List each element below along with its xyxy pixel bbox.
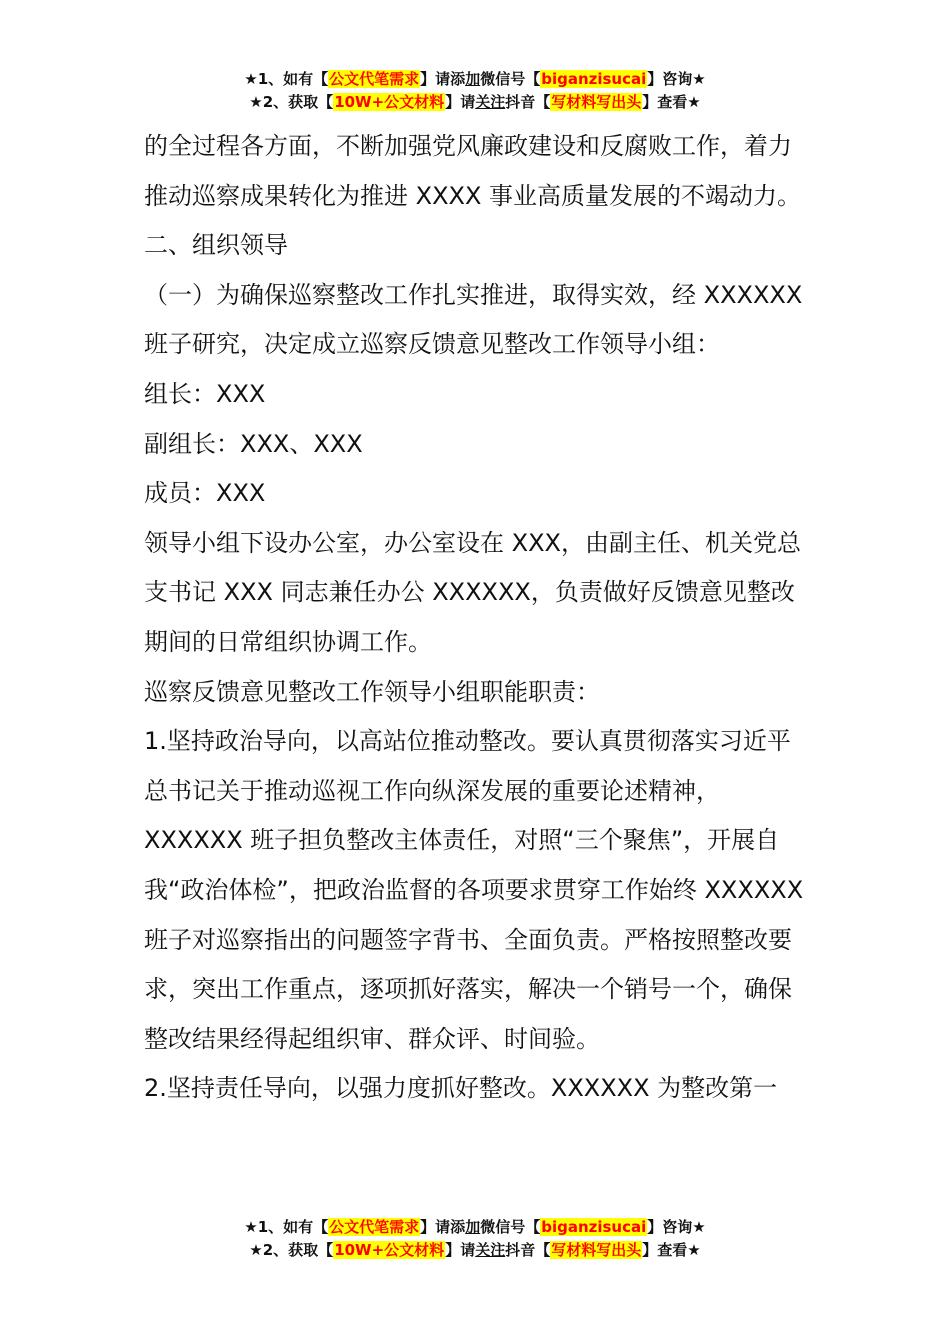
highlight-douyin-account: 写材料写出头 [551, 93, 642, 111]
highlight-materials: 10W+公文材料 [334, 1241, 445, 1259]
footer-banner [0, 1216, 950, 1262]
document-body [144, 122, 814, 1114]
paragraph: 1.坚持政治导向，以高站位推动整改。要认真贯彻落实习近平总书记关于推动巡视工作向纵深发展的重要论述精神，XXXXXX 班子担负整改主体责任，对照“三个聚焦”，开展自我“政治体检”，把政治监督的各项要求贯穿工作始终 XXXXXX 班子对巡察指出的问题签字背书、全面负责。严格按照整改要求，突出工作重点，逐项抓好落实，解决一个销号一个，确保整改结果经得起组织审、群众评、时间验。 [144, 727, 804, 1053]
team-deputy-leader: 副组长：XXX、XXX [144, 429, 363, 458]
paragraph-continuation: 的全过程各方面，不断加强党风廉政建设和反腐败工作，着力推动巡察成果转化为推进 XXXX 事业高质量发展的不竭动力。 [144, 132, 802, 210]
paragraph: 巡察反馈意见整改工作领导小组职能职责： [144, 677, 600, 706]
paragraph: 领导小组下设办公室，办公室设在 XXX，由副主任、机关党总支书记 XXX 同志兼任办公 XXXXXX，负责做好反馈意见整改期间的日常组织协调工作。 [144, 528, 801, 656]
highlight-wechat-id: biganzisucai [541, 70, 647, 88]
paragraph: （一）为确保巡察整改工作扎实推进，取得实效，经 XXXXXX 班子研究，决定成立巡察反馈意见整改工作领导小组： [144, 280, 803, 359]
highlight-douyin-account: 写材料写出头 [551, 1241, 642, 1259]
highlight-wechat-id: biganzisucai [541, 1218, 647, 1236]
highlight-service: 公文代笔需求 [329, 1218, 420, 1236]
header-banner [0, 68, 950, 114]
paragraph: 2.坚持责任导向，以强力度抓好整改。XXXXXX 为整改第一 [144, 1074, 778, 1103]
banner-line-2: ★2、获取【10W+公文材料】请关注抖音【写材料写出头】查看★ [249, 1241, 701, 1259]
highlight-service: 公文代笔需求 [329, 70, 420, 88]
banner-line-1: ★1、如有【公文代笔需求】请添加微信号【biganzisucai】咨询★ [244, 70, 706, 88]
highlight-materials: 10W+公文材料 [334, 93, 445, 111]
section-heading: 二、组织领导 [144, 231, 288, 260]
banner-line-1: ★1、如有【公文代笔需求】请添加微信号【biganzisucai】咨询★ [244, 1218, 706, 1236]
banner-line-2: ★2、获取【10W+公文材料】请关注抖音【写材料写出头】查看★ [249, 93, 701, 111]
team-leader: 组长：XXX [144, 379, 266, 408]
team-members: 成员：XXX [144, 479, 266, 508]
